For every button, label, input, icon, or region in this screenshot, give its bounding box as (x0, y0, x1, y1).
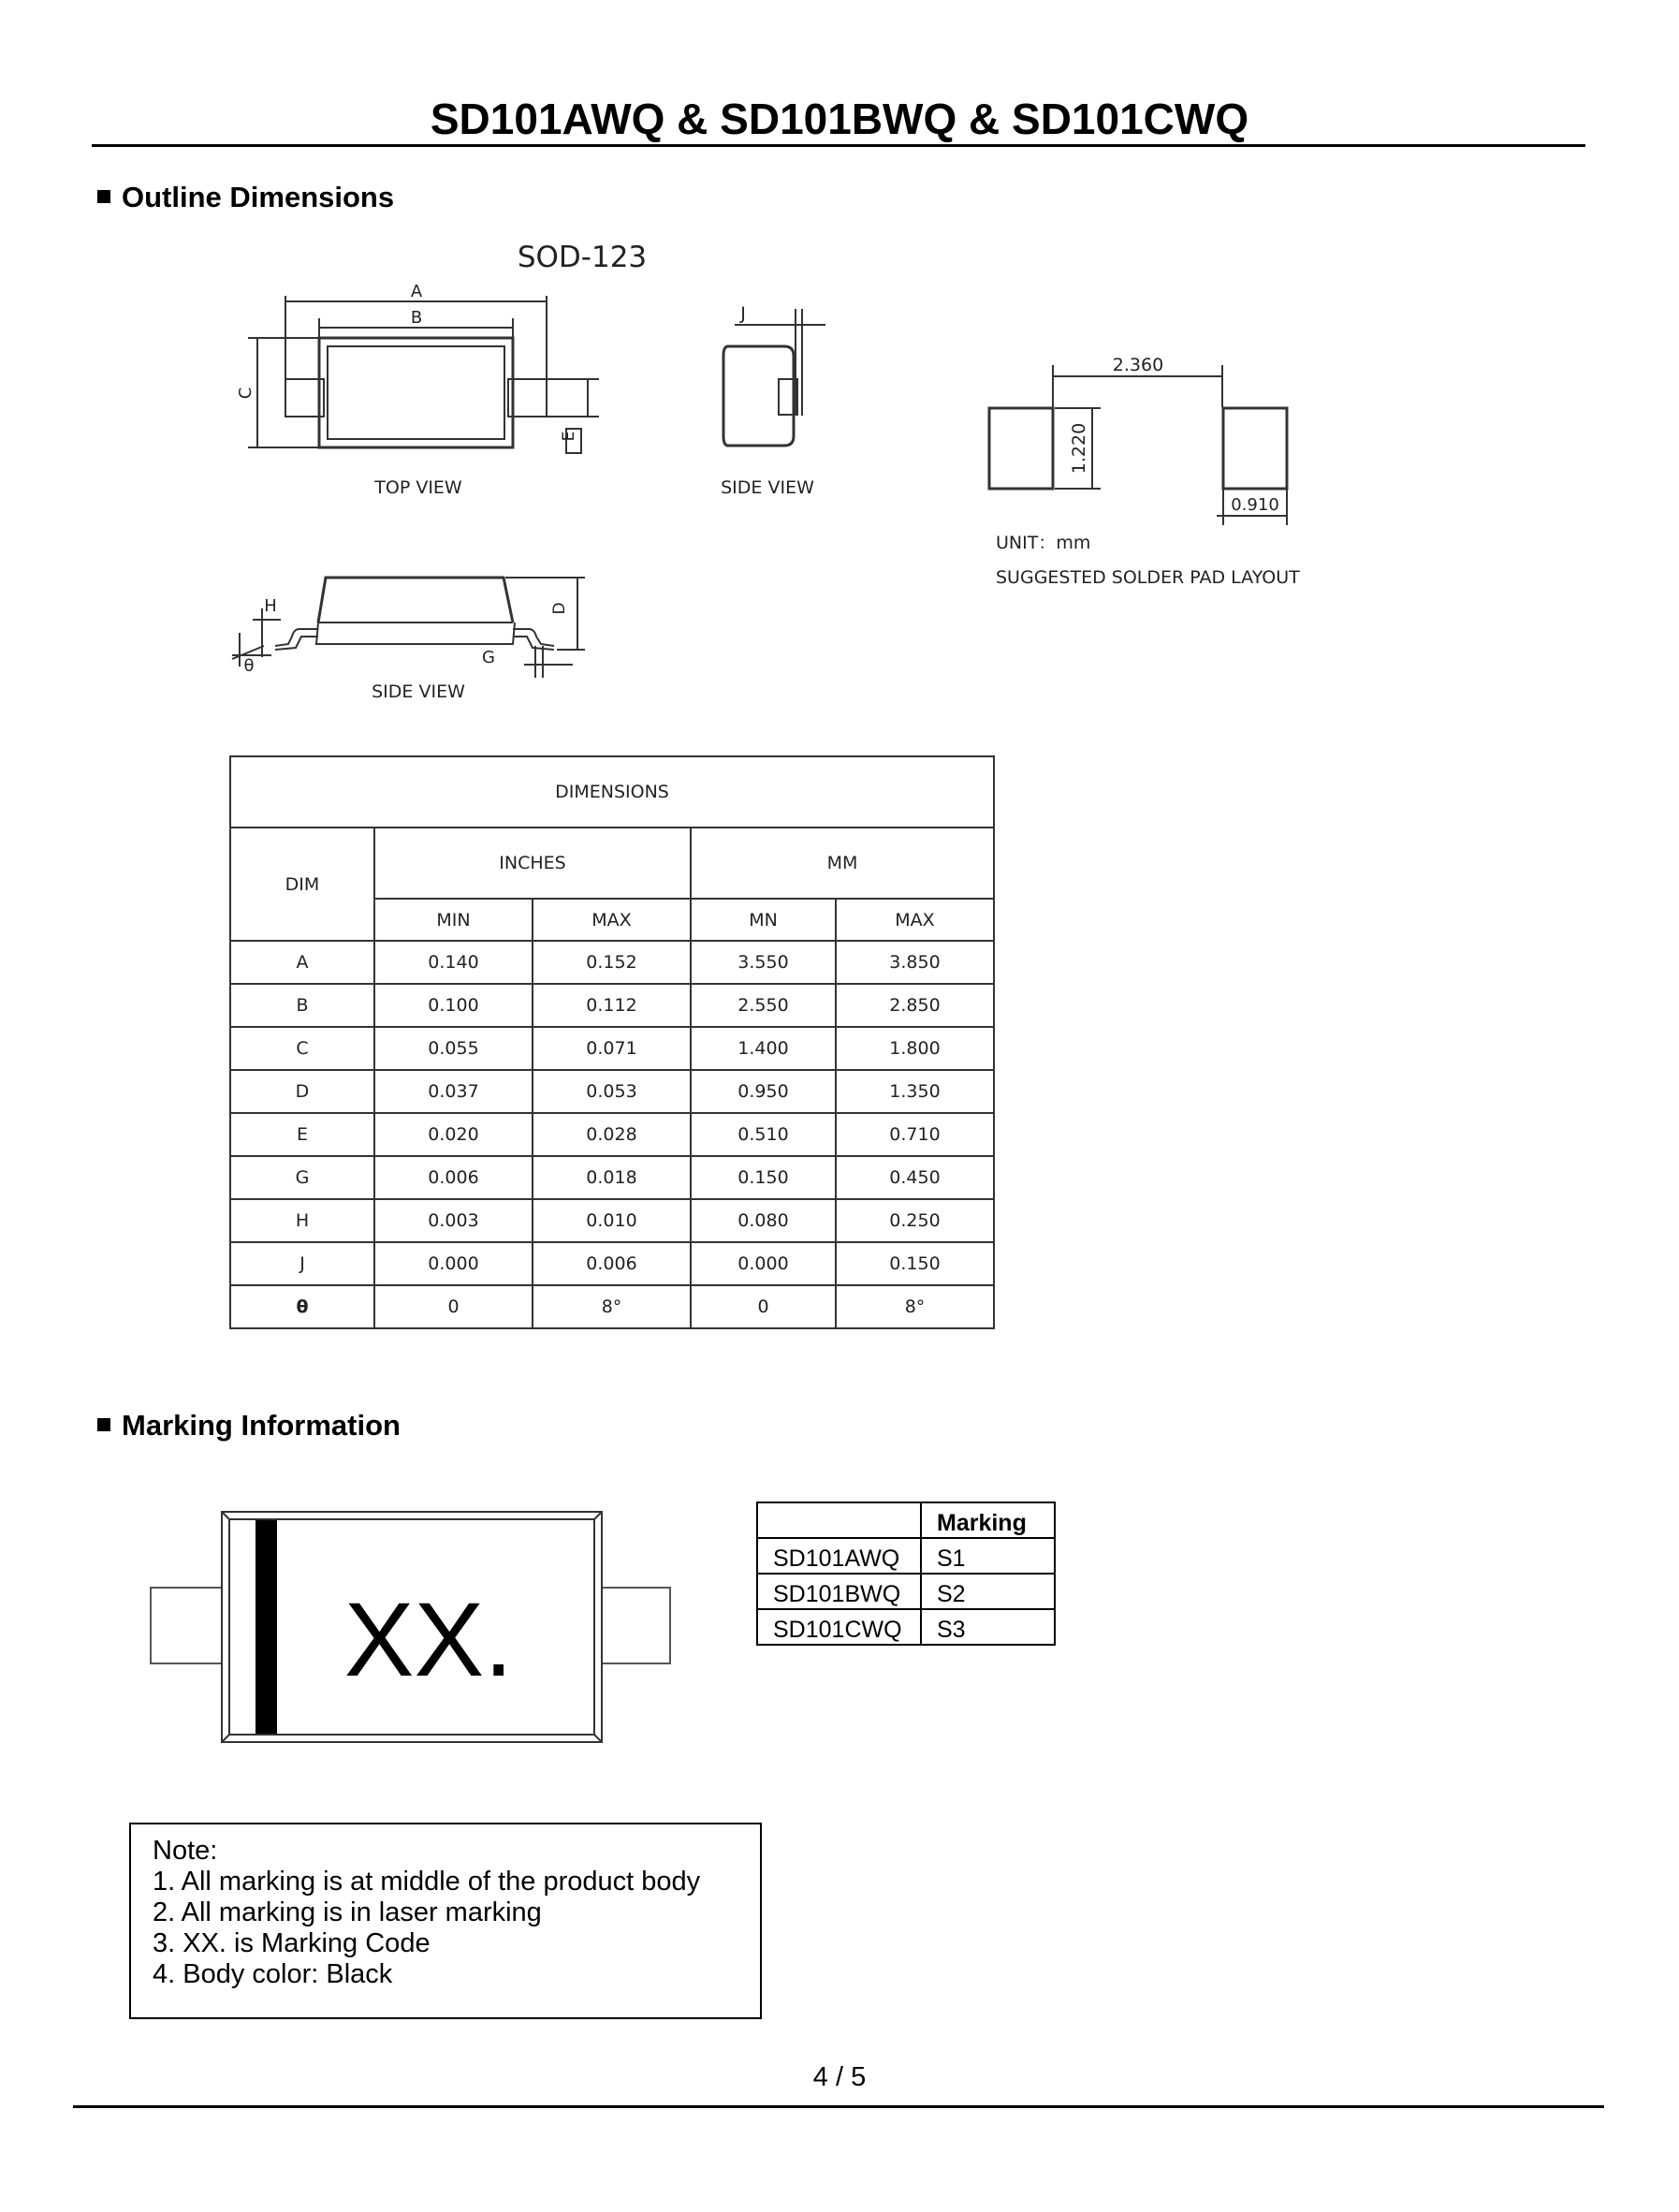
value-cell: 0.020 (374, 1113, 533, 1156)
outline-heading-text: Outline Dimensions (122, 181, 395, 213)
value-cell: 1.800 (836, 1027, 994, 1070)
inches-header: INCHES (374, 828, 691, 899)
mm-header: MM (691, 828, 994, 899)
table-row (230, 1113, 994, 1156)
value-cell: 2.850 (836, 984, 994, 1027)
label-theta: θ (243, 656, 255, 676)
marking-right-lead (601, 1588, 670, 1663)
page-number: 4 / 5 (812, 2062, 867, 2092)
part-number-cell: SD101CWQ (757, 1609, 921, 1645)
profile-left-lead (275, 629, 318, 650)
marking-table-corner (757, 1502, 921, 1538)
value-cell: 1.400 (691, 1027, 836, 1070)
sub-header: MN (691, 899, 836, 941)
end-view-drawing (723, 309, 825, 446)
marking-heading-text: Marking Information (122, 1409, 401, 1442)
note-line: 1. All marking is at middle of the product body (153, 1867, 701, 1897)
note-box (129, 1823, 762, 2019)
sub-header: MAX (836, 899, 994, 941)
value-cell: 3.550 (691, 941, 836, 984)
value-cell: 0.006 (374, 1156, 533, 1199)
value-cell: 0.140 (374, 941, 533, 984)
pad-height-label: 1.220 (1069, 422, 1089, 475)
marking-header: Marking (921, 1502, 1055, 1538)
pad-pitch-label: 2.360 (1112, 355, 1164, 375)
pad-width-label: 0.910 (1231, 495, 1279, 515)
cathode-band (256, 1520, 277, 1734)
dimensions-table (229, 755, 995, 1329)
dim-cell: G (230, 1156, 374, 1199)
label-j: J (740, 303, 746, 324)
label-g: G (482, 648, 495, 667)
value-cell: 0.150 (691, 1156, 836, 1199)
table-row (230, 1199, 994, 1242)
value-cell: 8° (836, 1285, 994, 1328)
square-bullet-icon (97, 1418, 110, 1431)
table-row (757, 1609, 1055, 1645)
side-view-caption-1: SIDE VIEW (721, 477, 814, 498)
label-h: H (264, 596, 277, 616)
end-view-body (723, 346, 794, 446)
value-cell: 0.450 (836, 1156, 994, 1199)
value-cell: 0.006 (533, 1242, 691, 1285)
marking-code: XX. (343, 1581, 514, 1698)
side-view-caption-2: SIDE VIEW (372, 681, 465, 702)
top-view-body-inner (328, 346, 504, 439)
table-row (230, 941, 994, 984)
part-number-cell: SD101AWQ (757, 1538, 921, 1574)
marking-drawing (140, 1498, 683, 1751)
footer-divider (73, 2105, 1604, 2108)
note-line: 4. Body color: Black (153, 1959, 393, 1989)
table-row (230, 1242, 994, 1285)
table-row (230, 1285, 994, 1328)
table-row (757, 1574, 1055, 1609)
value-cell: 0.710 (836, 1113, 994, 1156)
dim-cell: H (230, 1199, 374, 1242)
value-cell: 0.028 (533, 1113, 691, 1156)
solder-pad-caption: SUGGESTED SOLDER PAD LAYOUT (996, 567, 1300, 588)
top-view-drawing (248, 296, 599, 453)
package-name: SOD-123 (517, 241, 648, 274)
profile-body-top (318, 578, 513, 623)
pad-right (1223, 408, 1287, 489)
profile-right-lead (513, 629, 554, 650)
value-cell: 0.055 (374, 1027, 533, 1070)
value-cell: 3.850 (836, 941, 994, 984)
note-line: 3. XX. is Marking Code (153, 1928, 431, 1958)
value-cell: 0.112 (533, 984, 691, 1027)
value-cell: 0.053 (533, 1070, 691, 1113)
pad-left (989, 408, 1053, 489)
value-cell: 0.003 (374, 1199, 533, 1242)
label-a: A (410, 282, 423, 301)
label-c: C (236, 387, 256, 400)
dim-cell: B (230, 984, 374, 1027)
dim-header: DIM (230, 828, 374, 941)
mark-cell: S1 (921, 1538, 1055, 1574)
value-cell: 0.010 (533, 1199, 691, 1242)
top-view-caption: TOP VIEW (374, 477, 462, 498)
dim-cell: D (230, 1070, 374, 1113)
dim-cell: C (230, 1027, 374, 1070)
page-title: SD101AWQ & SD101BWQ & SD101CWQ (430, 95, 1249, 143)
outline-drawings (0, 0, 1679, 749)
label-e: E (560, 431, 578, 442)
value-cell: 0.080 (691, 1199, 836, 1242)
value-cell: 2.550 (691, 984, 836, 1027)
value-cell: 0.510 (691, 1113, 836, 1156)
dim-cell: E (230, 1113, 374, 1156)
value-cell: 0.000 (374, 1242, 533, 1285)
unit-label: UNIT：mm (996, 533, 1091, 553)
marking-table (756, 1502, 1056, 1646)
value-cell: 0.037 (374, 1070, 533, 1113)
dim-cell: J (230, 1242, 374, 1285)
value-cell: 0.152 (533, 941, 691, 984)
label-d: D (550, 602, 569, 615)
table-row (757, 1538, 1055, 1574)
value-cell: 0.100 (374, 984, 533, 1027)
profile-body-bottom (316, 623, 515, 644)
value-cell: 0.950 (691, 1070, 836, 1113)
table-row (230, 1156, 994, 1199)
marking-information-heading (97, 1409, 401, 1443)
profile-view-drawing (232, 578, 585, 678)
value-cell: 0.250 (836, 1199, 994, 1242)
sub-header: MIN (374, 899, 533, 941)
table-row (230, 984, 994, 1027)
table-row (230, 1070, 994, 1113)
sub-header: MAX (533, 899, 691, 941)
dim-cell: A (230, 941, 374, 984)
marking-left-lead (151, 1588, 224, 1663)
top-view-body (319, 338, 513, 447)
value-cell: 0.018 (533, 1156, 691, 1199)
value-cell: 0 (374, 1285, 533, 1328)
value-cell: 0.071 (533, 1027, 691, 1070)
dimensions-title: DIMENSIONS (230, 756, 994, 828)
part-number-cell: SD101BWQ (757, 1574, 921, 1609)
value-cell: 8° (533, 1285, 691, 1328)
mark-cell: S2 (921, 1574, 1055, 1609)
value-cell: 0.000 (691, 1242, 836, 1285)
value-cell: 0 (691, 1285, 836, 1328)
label-b: B (410, 308, 423, 328)
note-line: Note: (153, 1836, 218, 1866)
table-row (230, 1027, 994, 1070)
value-cell: 1.350 (836, 1070, 994, 1113)
value-cell: 0.150 (836, 1242, 994, 1285)
mark-cell: S3 (921, 1609, 1055, 1645)
note-line: 2. All marking is in laser marking (153, 1897, 542, 1927)
dim-cell: θ (230, 1285, 374, 1328)
